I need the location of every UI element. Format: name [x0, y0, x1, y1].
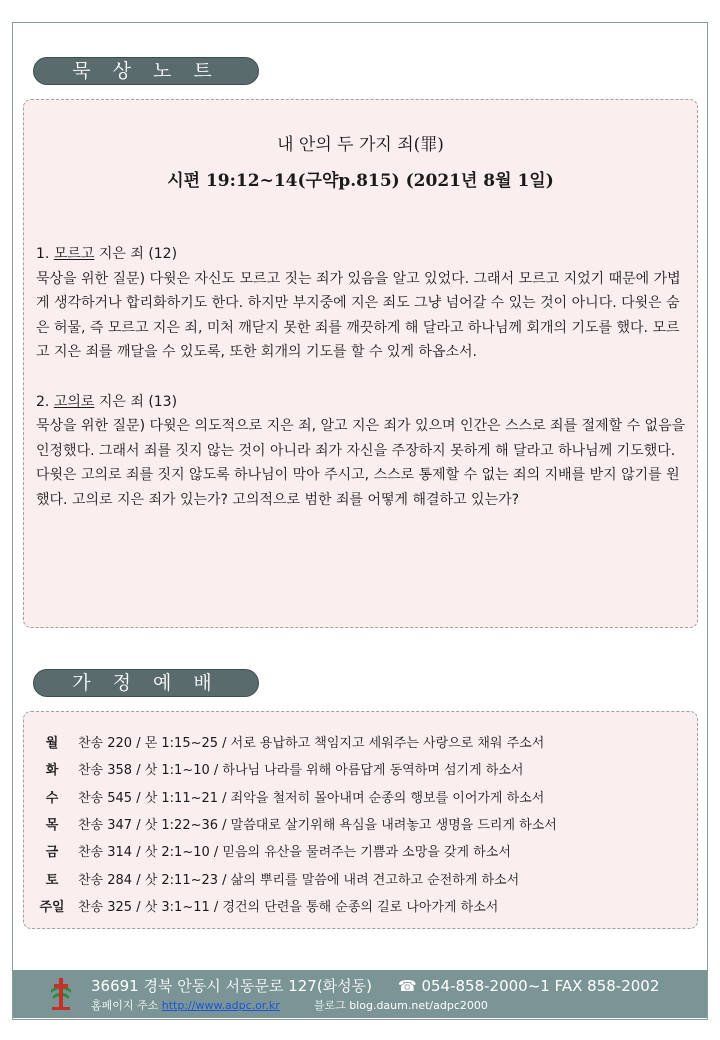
footer-contact-line [91, 975, 659, 996]
day-label: 화 [45, 763, 59, 779]
worship-entry: 찬송 358 / 삿 1:1~10 / 하나님 나라를 위해 아름답게 동역하며 섬기게 하소서 [78, 763, 524, 779]
point2-heading-rest: 지은 죄 (13) [98, 393, 178, 410]
footer-phone: ☎ 054-858-2000~1 FAX 858-2002 [398, 977, 660, 995]
worship-entry: 찬송 545 / 삿 1:11~21 / 죄악을 철저히 몰아내며 순종의 행보를 이어가게 하소서 [78, 790, 545, 806]
worship-row-sat [38, 864, 557, 891]
worship-row-tue [38, 755, 557, 782]
scripture-reference: 시편 19:12~14(구약p.815) (2021년 8월 1일) [167, 171, 554, 191]
point1-keyword: 모르고 [53, 246, 95, 262]
blog-address: 블로그 blog.daum.net/adpc2000 [313, 999, 488, 1012]
point2-heading [36, 390, 688, 415]
meditation-content [36, 242, 688, 512]
worship-row-sun [38, 892, 557, 919]
day-label: 토 [45, 872, 59, 888]
meditation-title: 내 안의 두 가지 죄(罪) [277, 135, 444, 155]
worship-row-fri [38, 837, 557, 864]
worship-row-wed [38, 783, 557, 810]
day-label: 목 [45, 818, 59, 834]
day-label: 금 [45, 845, 59, 861]
church-cross-logo-icon [48, 977, 74, 1011]
point2-keyword: 고의로 [53, 393, 95, 410]
worship-entry: 찬송 347 / 삿 1:22~36 / 말씀대로 살기위해 욕심을 내려놓고 생명을 드리게 하소서 [78, 818, 557, 834]
worship-row-thu [38, 810, 557, 837]
worship-entry: 찬송 284 / 삿 2:11~23 / 삶의 뿌리를 말씀에 내려 견고하고 순전하게 하소서 [78, 872, 520, 888]
worship-row-mon [38, 728, 557, 755]
point1-body: 묵상을 위한 질문) 다윗은 자신도 모르고 짓는 죄가 있음을 알고 있었다. 그래서 모르고 지었기 때문에 가볍게 생각하거나 합리화하기도 한다. 하지만 부지중에 지은 죄도 그냥 넘어갈 수 있는 것이 아니다. 다윗은 숨은 허물, 즉 모르고 지은 죄, 미처 깨닫지 못한 죄를 깨끗하게 해 달라고 하나님께 회개의 기도를 했다. 모르고 지은 죄를 깨달을 수 있도록, 또한 회개의 기도를 할 수 있게 하옵소서. [36, 270, 681, 360]
point1-heading-rest: 지은 죄 (12) [98, 246, 178, 262]
point1-heading [36, 242, 688, 267]
point1-number: 1. [36, 246, 50, 262]
day-label: 수 [45, 790, 59, 806]
footer-address: 36691 경북 안동시 서동문로 127(화성동) [91, 977, 373, 995]
homepage-label: 홈페이지 주소 [91, 999, 159, 1012]
worship-section-label: 가 정 예 배 [33, 669, 259, 697]
day-label: 주일 [39, 899, 65, 915]
homepage-link[interactable]: http://www.adpc.or.kr [161, 999, 280, 1012]
meditation-box [23, 99, 698, 628]
footer [13, 970, 707, 1018]
worship-list [38, 728, 557, 919]
worship-entry: 찬송 325 / 삿 3:1~11 / 경건의 단련을 통해 순종의 길로 나아가게 하소서 [78, 899, 499, 915]
day-label: 월 [45, 736, 59, 752]
worship-entry: 찬송 220 / 몬 1:15~25 / 서로 용납하고 책임지고 세워주는 사랑으로 채워 주소서 [78, 736, 545, 752]
worship-box [23, 711, 698, 929]
point2-number: 2. [36, 393, 50, 410]
footer-web-line [91, 997, 488, 1013]
meditation-section-label: 묵 상 노 트 [33, 57, 259, 85]
worship-entry: 찬송 314 / 삿 2:1~10 / 믿음의 유산을 물려주는 기쁨과 소망을 갖게 하소서 [78, 845, 511, 861]
point2-body: 묵상을 위한 질문) 다윗은 의도적으로 지은 죄, 알고 지은 죄가 있으며 인간은 스스로 죄를 절제할 수 없음을 인정했다. 그래서 죄를 짓지 않는 것이 아니라 죄가 자신을 주장하지 못하게 해 달라고 하나님께 기도했다. 다윗은 고의로 죄를 짓지 않도록 하나님이 막아 주시고, 스스로 통제할 수 없는 죄의 지배를 받지 않기를 원했다. 고의로 지은 죄가 있는가? 고의적으로 범한 죄를 어떻게 해결하고 있는가? [36, 418, 686, 508]
